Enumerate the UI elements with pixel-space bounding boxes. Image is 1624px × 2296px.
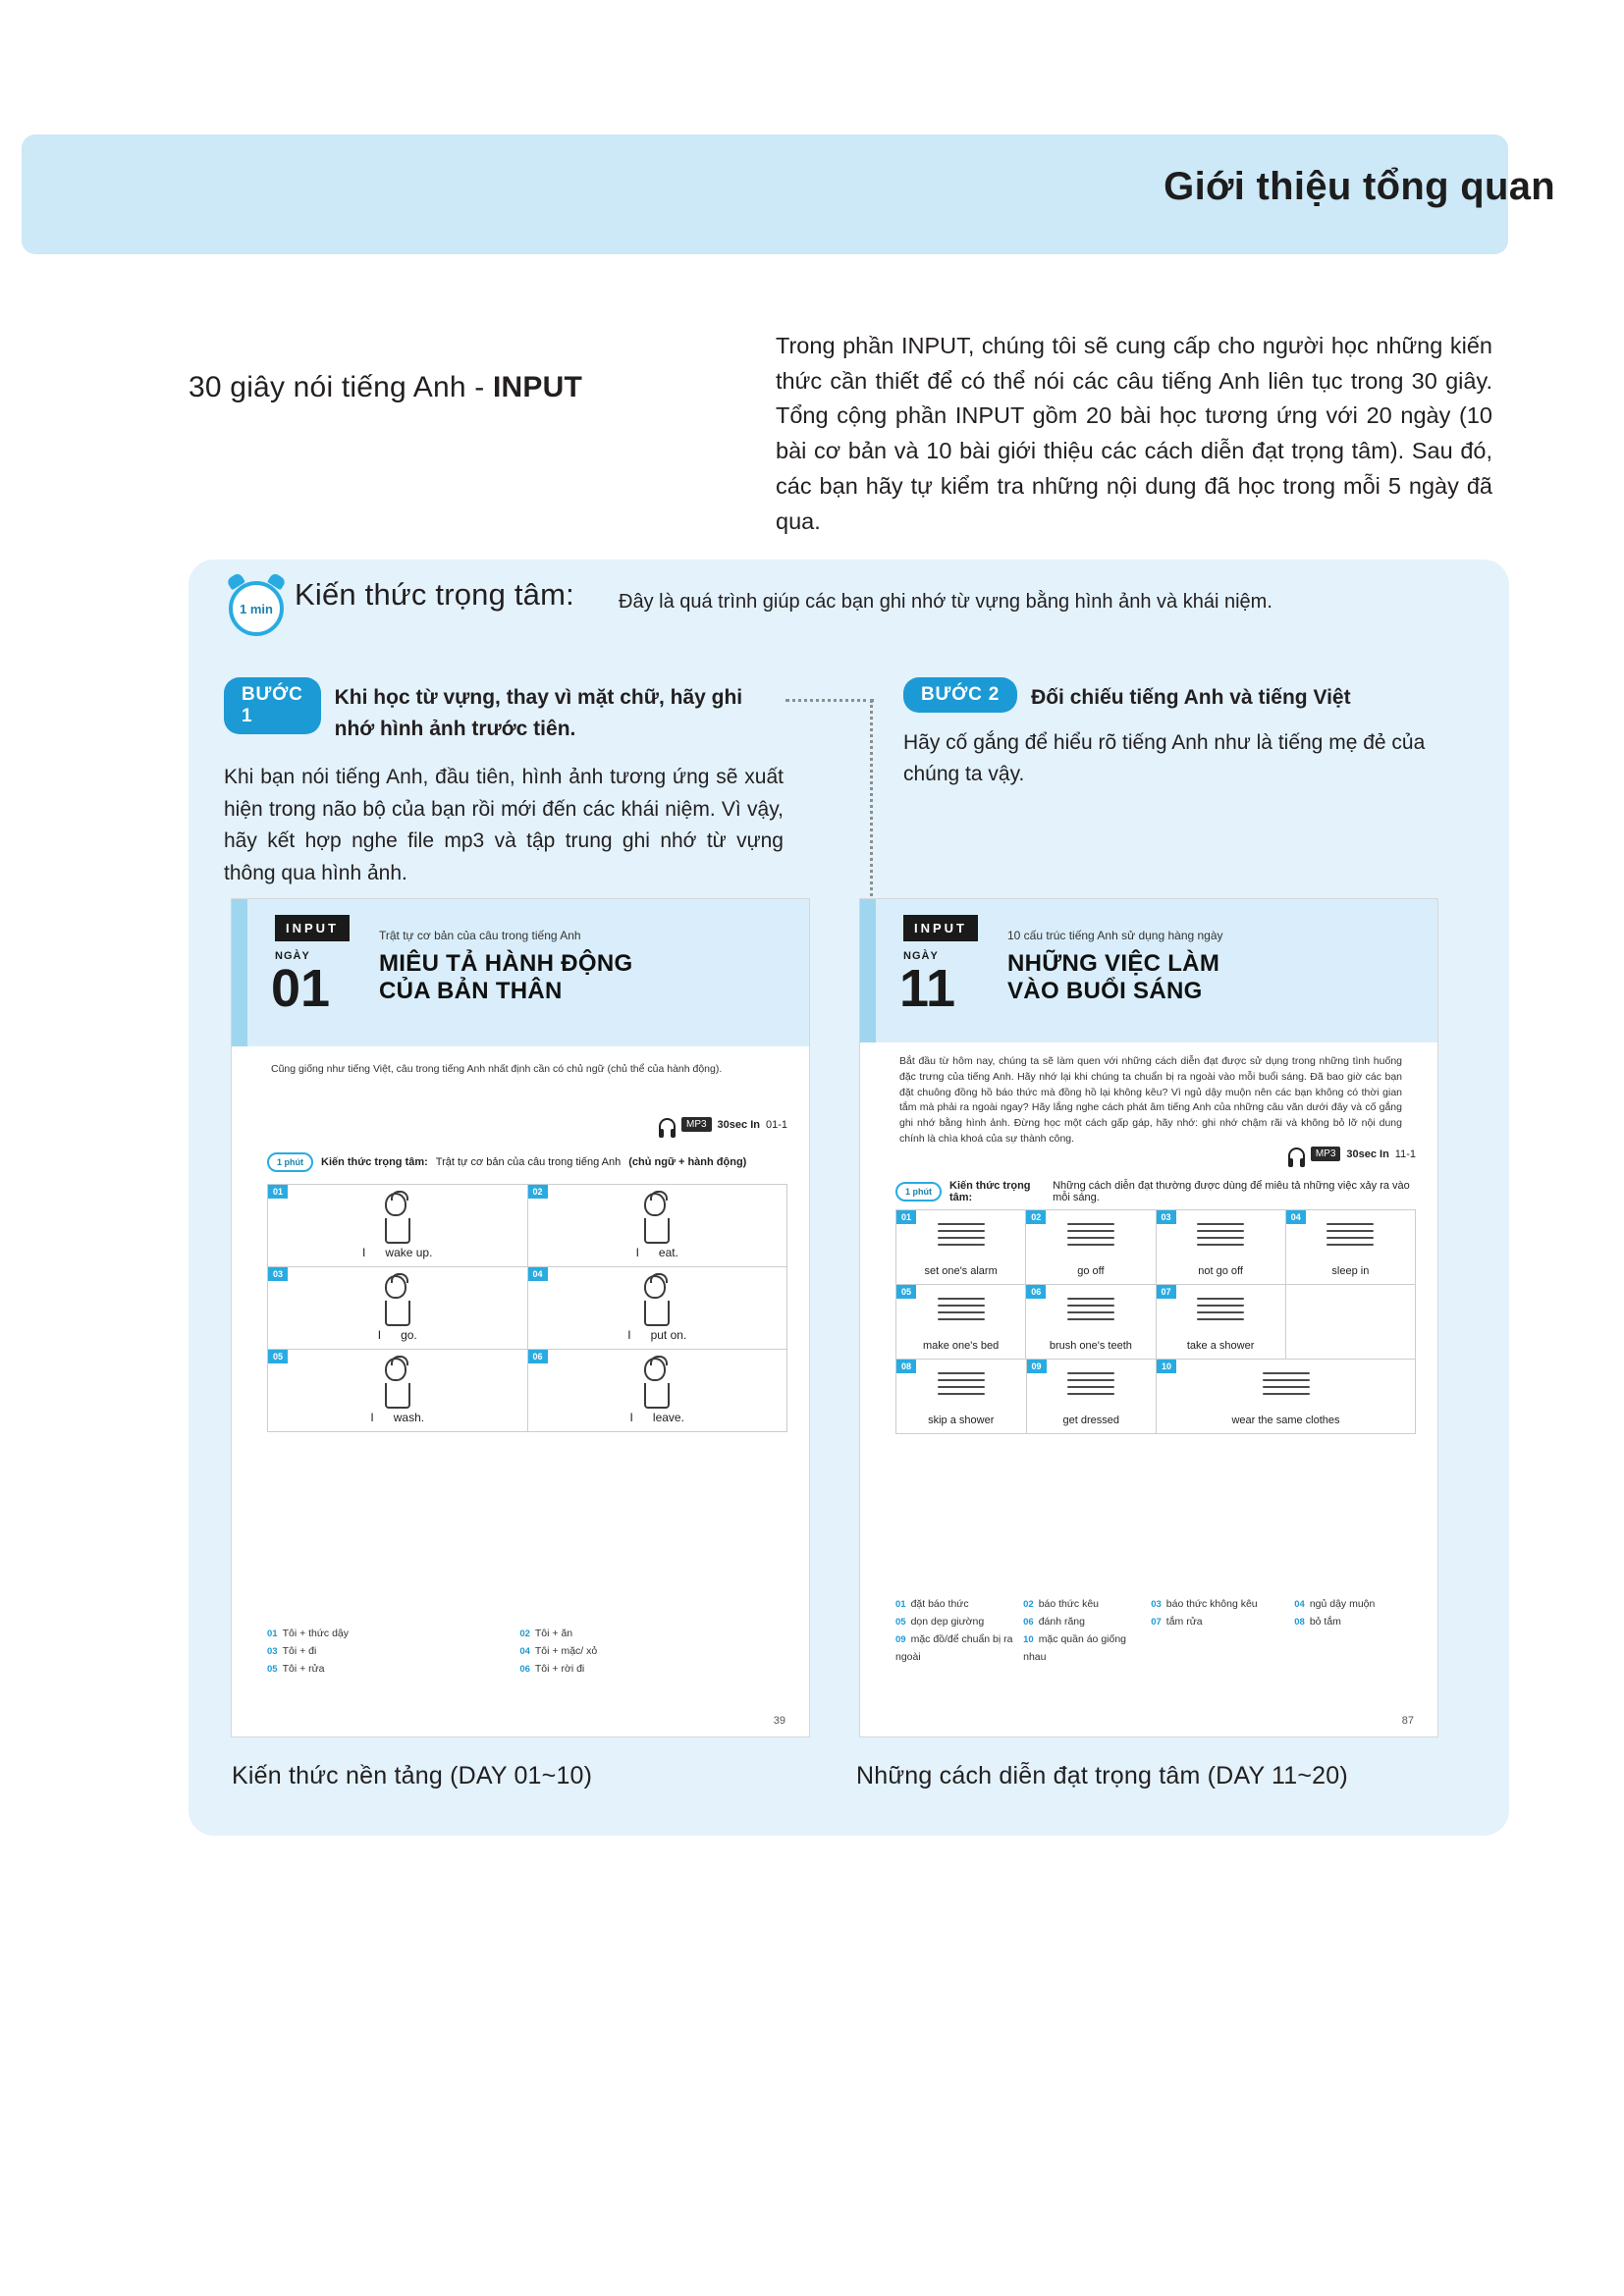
book-left-focus-row [267, 1152, 787, 1172]
vocab-caption [528, 1246, 787, 1266]
note-item: 02 báo thức kêu [1023, 1598, 1100, 1610]
vocab-cell-index: 07 [1157, 1285, 1176, 1299]
book-right-mp3 [1288, 1147, 1416, 1161]
note-item: 01 Tôi + thức dậy [267, 1628, 350, 1639]
vocab-caption [268, 1246, 527, 1266]
book-right-focus-bold: Kiến thức trọng tâm: [949, 1180, 1031, 1203]
book-right-paragraph: Bắt đầu từ hôm nay, chúng ta sẽ làm quen với những cách diễn đạt được sử dụng trong những tình huống đặc trưng của tiếng Anh. Hãy nhớ lại khi chúng ta chuẩn bị ra ngoài vào mỗi buổi sáng. Đã bao giờ các bạn đặt chuông đồng hồ báo thức mà đồng hồ lại không kêu? Vì ngủ dậy muộn nên các bạn không có thời gian tắm mà phải ra ngoài ngay? Hãy lắng nghe cách phát âm tiếng Anh của những câu văn dưới đây và cố gắng ghi nhớ bằng hình ảnh. Đừng học một cách gấp gáp, hãy nhớ: ghi nhớ chậm rãi và không bỏ lỡ nội dung chính là chìa khoá của sự thành công. [899, 1055, 1402, 1145]
vocab-illustration [1027, 1360, 1157, 1415]
book-right-mp3-track: 30sec In [1346, 1148, 1389, 1160]
note-item: 08 bỏ tắm [1294, 1615, 1341, 1628]
book-left-focus-pill: 1 phút [267, 1152, 313, 1172]
book-right-mp3-no: 11-1 [1394, 1148, 1416, 1160]
grid-row [896, 1285, 1415, 1360]
vocab-cell [1157, 1285, 1286, 1360]
vocab-cell-index: 02 [1026, 1210, 1046, 1224]
vocab-cell [528, 1185, 787, 1267]
vocab-verb: leave. [652, 1411, 684, 1424]
step-2 [903, 677, 1473, 791]
vocab-illustration [1157, 1285, 1285, 1340]
book-right-day-label: NGÀY [903, 950, 939, 962]
note-item: 04 ngủ dậy muộn [1294, 1598, 1376, 1610]
note-item: 03 báo thức không kêu [1151, 1598, 1258, 1610]
vocab-cell [528, 1350, 787, 1431]
book-left-mp3-label: MP3 [681, 1117, 712, 1132]
vocab-cell-index: 06 [528, 1350, 548, 1363]
vocab-illustration [1157, 1210, 1285, 1265]
vocab-caption [528, 1328, 787, 1349]
focus-subtitle: Đây là quá trình giúp các bạn ghi nhớ từ vựng bằng hình ảnh và khái niệm. [619, 591, 1272, 613]
vocab-verb: wash. [393, 1411, 425, 1424]
vocab-cell [1026, 1210, 1156, 1285]
caption-left: Kiến thức nền tảng (DAY 01~10) [232, 1762, 593, 1789]
book-left-title-line2: CỦA BẢN THÂN [379, 978, 563, 1005]
vocab-illustration [528, 1350, 787, 1411]
vocab-cell-index: 08 [896, 1360, 916, 1373]
vocab-cell-index: 10 [1157, 1360, 1176, 1373]
step-2-head [903, 677, 1473, 714]
book-right-input-tag: INPUT [903, 915, 978, 941]
vocab-cell-index: 05 [896, 1285, 916, 1299]
note-item: 02 Tôi + ăn [519, 1628, 573, 1639]
book-right-vocab-grid [895, 1209, 1416, 1434]
vocab-cell-index: 05 [268, 1350, 288, 1363]
book-right-side-strip [860, 899, 876, 1042]
vocab-cell [268, 1267, 528, 1350]
dotted-connector-top [785, 699, 874, 702]
vocab-illustration [1157, 1360, 1415, 1415]
vocab-caption [528, 1411, 787, 1431]
vocab-cell-index: 01 [896, 1210, 916, 1224]
vocab-cell [896, 1285, 1026, 1360]
section-heading [189, 371, 650, 404]
vocab-cell [896, 1360, 1027, 1433]
book-left-focus-bold: Kiến thức trọng tâm: [321, 1156, 428, 1168]
book-right-focus-text: Những cách diễn đạt thường được dùng để miêu tả những việc xảy ra vào mỗi sáng. [1053, 1180, 1410, 1203]
headphone-icon [1288, 1148, 1305, 1160]
book-left-focus-tail: (chủ ngữ + hành động) [628, 1156, 747, 1168]
headphone-icon [659, 1118, 676, 1131]
vocab-cell-empty [1286, 1285, 1415, 1360]
book-right-focus-row [895, 1180, 1416, 1203]
vocab-cell-index: 04 [1286, 1210, 1306, 1224]
note-item: 07 tắm rửa [1151, 1615, 1203, 1628]
vocab-subject: I [635, 1246, 639, 1259]
vocab-illustration [1026, 1210, 1155, 1265]
vocab-subject: I [629, 1411, 633, 1424]
book-right-day-number: 11 [899, 959, 956, 1018]
vocab-cell [1286, 1210, 1415, 1285]
book-right-header [860, 899, 1437, 1042]
step-1-head [224, 677, 784, 744]
vocab-caption [268, 1411, 527, 1431]
vocab-verb: go. [401, 1328, 417, 1342]
book-left-mp3-track: 30sec In [717, 1118, 760, 1131]
book-left-title-line1: MIÊU TẢ HÀNH ĐỘNG [379, 950, 633, 977]
grid-row [896, 1360, 1415, 1433]
section-heading-bold: INPUT [493, 371, 583, 403]
note-item: 05 dọn dẹp giường [895, 1615, 985, 1628]
vocab-caption: get dressed [1062, 1415, 1119, 1426]
step-2-heading: Đối chiếu tiếng Anh và tiếng Việt [1031, 686, 1351, 709]
vocab-subject: I [627, 1328, 631, 1342]
step-1 [224, 677, 784, 889]
book-left-notes [267, 1626, 787, 1679]
vocab-caption: set one's alarm [924, 1265, 998, 1277]
caption-right: Những cách diễn đạt trọng tâm (DAY 11~20) [856, 1762, 1348, 1789]
vocab-verb: wake up. [385, 1246, 433, 1259]
vocab-cell [268, 1185, 528, 1267]
book-left-page-number: 39 [773, 1715, 785, 1727]
vocab-illustration [268, 1350, 527, 1411]
vocab-illustration [896, 1285, 1025, 1340]
vocab-cell-index: 04 [528, 1267, 548, 1281]
book-right-title-line1: NHỮNG VIỆC LÀM [1007, 950, 1220, 977]
grid-row [896, 1210, 1415, 1285]
vocab-caption: go off [1077, 1265, 1105, 1277]
step-1-body: Khi bạn nói tiếng Anh, đầu tiên, hình ảnh tương ứng sẽ xuất hiện trong não bộ của bạn rồi mới đến các khái niệm. Vì vậy, hãy kết hợp nghe file mp3 và tập trung ghi nhớ từ vựng thông qua hình ảnh. [224, 766, 784, 884]
alarm-clock-label: 1 min [229, 581, 284, 636]
book-left-mp3-no: 01-1 [765, 1118, 787, 1131]
vocab-cell-index: 03 [268, 1267, 288, 1281]
vocab-caption: wear the same clothes [1231, 1415, 1340, 1426]
focus-title: Kiến thức trọng tâm: [295, 577, 574, 612]
note-item: 05 Tôi + rửa [267, 1662, 325, 1675]
vocab-illustration [528, 1267, 787, 1328]
vocab-verb: put on. [650, 1328, 687, 1342]
section-heading-plain: 30 giây nói tiếng Anh - [189, 371, 494, 403]
book-left-focus-text: Trật tự cơ bản của câu trong tiếng Anh [435, 1156, 622, 1168]
vocab-cell [268, 1350, 528, 1431]
vocab-caption: sleep in [1331, 1265, 1370, 1277]
book-left-mp3 [659, 1117, 787, 1132]
step-2-badge: BƯỚC 2 [903, 677, 1017, 713]
vocab-caption [268, 1328, 527, 1349]
vocab-cell [1027, 1360, 1158, 1433]
note-item: 01 đặt báo thức [895, 1598, 969, 1610]
vocab-cell-index: 09 [1027, 1360, 1047, 1373]
vocab-caption: take a shower [1186, 1340, 1255, 1352]
book-left-input-tag: INPUT [275, 915, 350, 941]
step-2-body: Hãy cố gắng để hiểu rõ tiếng Anh như là tiếng mẹ đẻ của chúng ta vậy. [903, 730, 1426, 786]
vocab-caption: make one's bed [922, 1340, 1000, 1352]
vocab-illustration [896, 1360, 1026, 1415]
step-1-heading: Khi học từ vựng, thay vì mặt chữ, hãy ghi nhớ hình ảnh trước tiên. [334, 686, 743, 740]
vocab-cell [896, 1210, 1026, 1285]
vocab-caption: not go off [1198, 1265, 1243, 1277]
book-right-kicker: 10 cấu trúc tiếng Anh sử dụng hàng ngày [1007, 929, 1223, 942]
vocab-caption: brush one's teeth [1049, 1340, 1132, 1352]
book-left-paragraph: Cũng giống như tiếng Việt, câu trong tiếng Anh nhất định cần có chủ ngữ (chủ thể của hành động). [271, 1063, 723, 1075]
note-item: 04 Tôi + mặc/ xỏ [519, 1644, 598, 1657]
grid-row [268, 1267, 786, 1350]
note-item: 10 mặc quần áo giống nhau [1023, 1632, 1127, 1663]
step-1-badge: BƯỚC 1 [224, 677, 321, 734]
vocab-cell-index: 02 [528, 1185, 548, 1199]
book-left-header [232, 899, 809, 1046]
vocab-cell [528, 1267, 787, 1350]
book-right-focus-pill: 1 phút [895, 1182, 942, 1201]
vocab-illustration [1286, 1210, 1415, 1265]
book-left-title [379, 950, 632, 1006]
vocab-subject: I [362, 1246, 366, 1259]
note-item: 06 đánh răng [1023, 1615, 1085, 1628]
vocab-cell [1026, 1285, 1156, 1360]
vocab-cell-index: 06 [1026, 1285, 1046, 1299]
book-right-title [1007, 950, 1219, 1006]
intro-paragraph: Trong phần INPUT, chúng tôi sẽ cung cấp cho người học những kiến thức cần thiết để có thể nói các câu tiếng Anh liên tục trong 30 giây. Tổng cộng phần INPUT gồm 20 bài học tương ứng với 20 ngày (10 bài cơ bản và 10 bài giới thiệu các cách diễn đạt trọng tâm). Sau đó, các bạn hãy tự kiểm tra những nội dung đã học trong mỗi 5 ngày đã qua. [776, 333, 1492, 534]
grid-row [268, 1185, 786, 1267]
note-item: 09 mặc đồ/để chuẩn bị ra ngoài [895, 1632, 1013, 1663]
vocab-illustration [896, 1210, 1025, 1265]
vocab-illustration [1026, 1285, 1155, 1340]
note-item: 03 Tôi + đi [267, 1644, 317, 1657]
book-left-side-strip [232, 899, 247, 1046]
book-left-vocab-grid [267, 1184, 787, 1432]
vocab-cell-index: 03 [1157, 1210, 1176, 1224]
vocab-cell [1157, 1210, 1286, 1285]
vocab-cell [1157, 1360, 1415, 1433]
note-item: 06 Tôi + rời đi [519, 1662, 585, 1675]
book-left-day-label: NGÀY [275, 950, 310, 962]
book-left-kicker: Trật tự cơ bản của câu trong tiếng Anh [379, 929, 581, 942]
book-preview-left [231, 898, 810, 1737]
book-preview-right [859, 898, 1438, 1737]
page-title: Giới thiệu tổng quan [1164, 165, 1555, 208]
vocab-subject: I [377, 1328, 382, 1342]
book-left-day-number: 01 [271, 959, 331, 1018]
book-right-title-line2: VÀO BUỔI SÁNG [1007, 978, 1203, 1005]
book-right-mp3-label: MP3 [1311, 1147, 1341, 1161]
vocab-illustration [528, 1185, 787, 1246]
book-right-notes [895, 1596, 1416, 1666]
vocab-verb: eat. [658, 1246, 678, 1259]
alarm-clock-icon [226, 575, 287, 636]
book-right-page-number: 87 [1401, 1715, 1414, 1727]
vocab-illustration [268, 1267, 527, 1328]
grid-row [268, 1350, 786, 1431]
vocab-cell-index: 01 [268, 1185, 288, 1199]
vocab-illustration [268, 1185, 527, 1246]
vocab-subject: I [370, 1411, 374, 1424]
vocab-caption: skip a shower [928, 1415, 995, 1426]
